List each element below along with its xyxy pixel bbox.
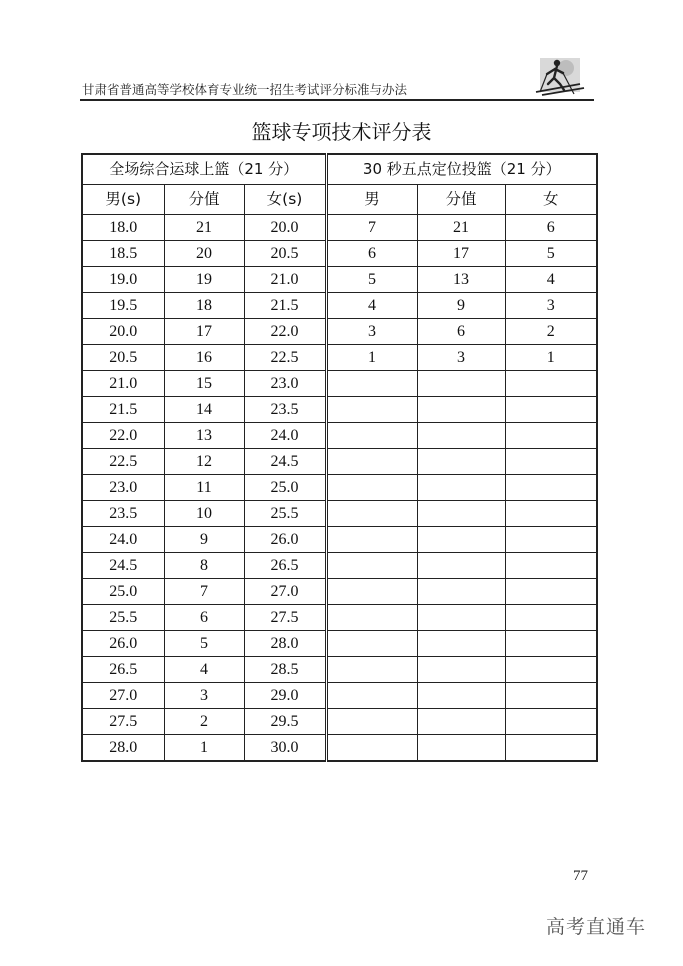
table-cell: 11 — [164, 475, 244, 501]
table-cell: 28.0 — [244, 631, 326, 657]
table-row — [82, 683, 597, 709]
table-cell — [417, 475, 505, 501]
table-cell: 14 — [164, 397, 244, 423]
table-cell: 29.5 — [244, 709, 326, 735]
table-cell: 29.0 — [244, 683, 326, 709]
sub-header-cell: 男(s) — [82, 185, 164, 215]
table-row — [82, 215, 597, 241]
table-cell — [417, 553, 505, 579]
table-cell — [326, 423, 417, 449]
page-title: 篮球专项技术评分表 — [251, 120, 432, 144]
page-number: 77 — [573, 868, 588, 884]
table-cell: 1 — [164, 735, 244, 762]
table-cell: 3 — [505, 293, 597, 319]
table-cell — [417, 371, 505, 397]
table-cell: 6 — [417, 319, 505, 345]
table-cell: 6 — [505, 215, 597, 241]
table-cell: 24.0 — [244, 423, 326, 449]
table-cell — [505, 501, 597, 527]
table-cell: 28.0 — [82, 735, 164, 762]
skier-logo-icon — [530, 54, 586, 98]
table-cell: 4 — [164, 657, 244, 683]
table-cell — [505, 371, 597, 397]
watermark: 高考直通车 — [546, 916, 647, 938]
table-cell — [417, 709, 505, 735]
table-cell: 2 — [505, 319, 597, 345]
table-cell: 26.0 — [82, 631, 164, 657]
table-cell — [417, 657, 505, 683]
table-cell: 26.5 — [82, 657, 164, 683]
table-row — [82, 345, 597, 371]
table-cell: 27.0 — [82, 683, 164, 709]
table-row — [82, 267, 597, 293]
page-header — [82, 78, 592, 98]
group-header-shooting: 30 秒五点定位投篮（21 分） — [326, 154, 597, 185]
table-cell: 3 — [417, 345, 505, 371]
table-cell: 22.5 — [82, 449, 164, 475]
table-cell: 19.5 — [82, 293, 164, 319]
table-cell — [326, 579, 417, 605]
table-cell: 7 — [326, 215, 417, 241]
table-cell: 15 — [164, 371, 244, 397]
table-cell: 4 — [326, 293, 417, 319]
table-cell: 5 — [326, 267, 417, 293]
table-cell: 25.5 — [244, 501, 326, 527]
table-cell: 21.0 — [82, 371, 164, 397]
table-row — [82, 579, 597, 605]
table-row — [82, 553, 597, 579]
table-cell: 4 — [505, 267, 597, 293]
table-cell — [505, 423, 597, 449]
table-cell: 21.5 — [244, 293, 326, 319]
table-row — [82, 657, 597, 683]
table-cell — [505, 657, 597, 683]
table-cell: 27.0 — [244, 579, 326, 605]
table-row — [82, 293, 597, 319]
table-cell — [417, 579, 505, 605]
table-cell — [326, 709, 417, 735]
table-row — [82, 371, 597, 397]
table-cell: 5 — [164, 631, 244, 657]
table-cell: 23.5 — [82, 501, 164, 527]
table-cell — [417, 423, 505, 449]
table-cell — [417, 397, 505, 423]
table-cell: 9 — [164, 527, 244, 553]
sub-header-cell: 分值 — [164, 185, 244, 215]
table-cell — [326, 501, 417, 527]
table-cell: 21 — [164, 215, 244, 241]
sub-header-cell: 女 — [505, 185, 597, 215]
sub-header-cell: 男 — [326, 185, 417, 215]
table-row — [82, 605, 597, 631]
table-cell: 7 — [164, 579, 244, 605]
table-cell — [417, 501, 505, 527]
table-cell — [326, 527, 417, 553]
sub-header-cell: 女(s) — [244, 185, 326, 215]
table-cell: 21 — [417, 215, 505, 241]
table-cell: 23.0 — [244, 371, 326, 397]
table-cell: 13 — [164, 423, 244, 449]
table-cell: 20.0 — [82, 319, 164, 345]
table-cell: 24.5 — [244, 449, 326, 475]
table-cell: 21.0 — [244, 267, 326, 293]
table-cell: 1 — [326, 345, 417, 371]
table-cell — [326, 449, 417, 475]
table-cell: 20.5 — [82, 345, 164, 371]
table-cell — [326, 683, 417, 709]
table-cell — [417, 631, 505, 657]
table-cell: 17 — [417, 241, 505, 267]
table-cell: 30.0 — [244, 735, 326, 762]
table-cell — [326, 475, 417, 501]
table-cell: 20.5 — [244, 241, 326, 267]
table-cell — [417, 605, 505, 631]
table-row — [82, 735, 597, 762]
table-cell: 25.0 — [82, 579, 164, 605]
table-cell: 19.0 — [82, 267, 164, 293]
table-cell — [417, 683, 505, 709]
table-cell — [505, 397, 597, 423]
header-rule — [80, 99, 594, 101]
table-cell: 8 — [164, 553, 244, 579]
table-row — [82, 501, 597, 527]
table-cell: 25.5 — [82, 605, 164, 631]
table-cell — [505, 449, 597, 475]
table-cell — [417, 449, 505, 475]
table-cell: 18.0 — [82, 215, 164, 241]
table-cell: 6 — [164, 605, 244, 631]
table-cell: 2 — [164, 709, 244, 735]
table-cell: 20.0 — [244, 215, 326, 241]
group-header-dribble: 全场综合运球上篮（21 分） — [82, 154, 326, 185]
table-cell: 28.5 — [244, 657, 326, 683]
table-cell — [505, 475, 597, 501]
table-cell — [505, 579, 597, 605]
table-row — [82, 319, 597, 345]
score-table — [81, 153, 598, 762]
table-cell: 9 — [417, 293, 505, 319]
table-cell: 27.5 — [244, 605, 326, 631]
table-cell — [505, 527, 597, 553]
table-cell: 16 — [164, 345, 244, 371]
table-cell — [417, 735, 505, 762]
table-cell — [417, 527, 505, 553]
table-cell: 18.5 — [82, 241, 164, 267]
table-cell: 22.5 — [244, 345, 326, 371]
table-cell: 3 — [164, 683, 244, 709]
table-cell: 18 — [164, 293, 244, 319]
table-cell — [326, 371, 417, 397]
table-row — [82, 631, 597, 657]
table-cell: 27.5 — [82, 709, 164, 735]
table-cell — [505, 735, 597, 762]
table-cell: 22.0 — [244, 319, 326, 345]
table-cell — [326, 631, 417, 657]
table-cell — [505, 709, 597, 735]
table-cell: 10 — [164, 501, 244, 527]
table-cell: 6 — [326, 241, 417, 267]
sub-header-row — [82, 185, 597, 215]
table-cell: 19 — [164, 267, 244, 293]
table-cell — [505, 631, 597, 657]
table-row — [82, 475, 597, 501]
table-cell — [505, 605, 597, 631]
table-cell: 26.0 — [244, 527, 326, 553]
group-header-row — [82, 154, 597, 185]
table-cell — [505, 683, 597, 709]
table-cell: 21.5 — [82, 397, 164, 423]
table-cell: 24.5 — [82, 553, 164, 579]
table-row — [82, 397, 597, 423]
table-cell: 23.5 — [244, 397, 326, 423]
table-cell: 5 — [505, 241, 597, 267]
table-cell — [326, 657, 417, 683]
table-cell — [326, 397, 417, 423]
table-cell — [505, 553, 597, 579]
table-row — [82, 241, 597, 267]
table-cell: 20 — [164, 241, 244, 267]
table-row — [82, 527, 597, 553]
table-cell: 26.5 — [244, 553, 326, 579]
table-cell: 23.0 — [82, 475, 164, 501]
table-cell — [326, 605, 417, 631]
table-cell — [326, 553, 417, 579]
table-row — [82, 423, 597, 449]
table-cell — [326, 735, 417, 762]
table-cell: 1 — [505, 345, 597, 371]
table-row — [82, 709, 597, 735]
table-row — [82, 449, 597, 475]
table-cell: 17 — [164, 319, 244, 345]
table-cell: 25.0 — [244, 475, 326, 501]
table-cell: 22.0 — [82, 423, 164, 449]
table-cell: 13 — [417, 267, 505, 293]
table-cell: 12 — [164, 449, 244, 475]
table-cell: 24.0 — [82, 527, 164, 553]
sub-header-cell: 分值 — [417, 185, 505, 215]
header-text: 甘肃省普通高等学校体育专业统一招生考试评分标准与办法 — [82, 82, 408, 97]
table-cell: 3 — [326, 319, 417, 345]
